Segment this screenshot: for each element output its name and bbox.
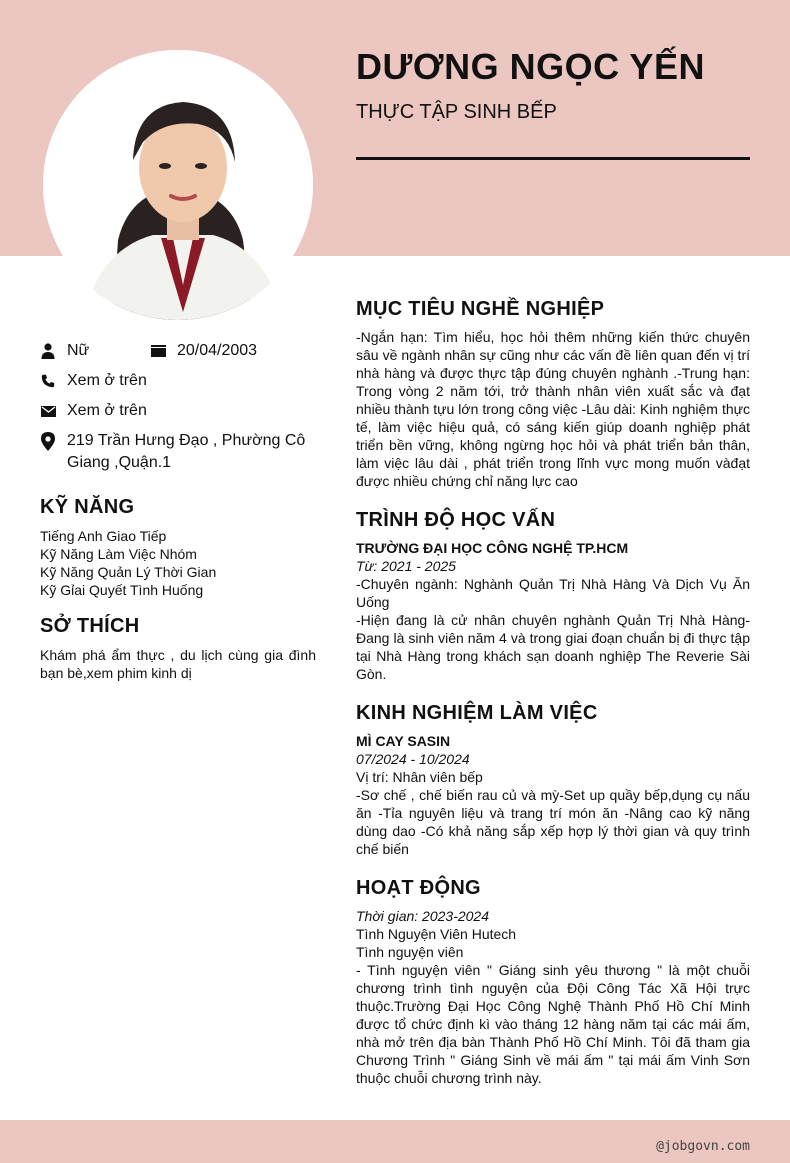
hobbies-text: Khám phá ẩm thực , du lịch cùng gia đình bạn bè,xem phim kinh dị: [40, 647, 316, 681]
footer-watermark: @jobgovn.com: [656, 1139, 750, 1154]
left-column: [40, 340, 316, 682]
info-row-email: [40, 400, 316, 422]
experience-section: [356, 702, 750, 858]
activities-role: Tình nguyện viên: [356, 944, 464, 960]
objective-section: [356, 298, 750, 490]
phone-icon: [40, 370, 56, 392]
experience-period: 07/2024 - 10/2024: [356, 751, 470, 767]
activities-section: [356, 877, 750, 1087]
skill-item: Kỹ Năng Quản Lý Thời Gian: [40, 564, 217, 580]
skills-title: KỸ NĂNG: [40, 496, 135, 518]
phone-value: Xem ở trên: [67, 372, 147, 389]
profile-photo-illustration: [43, 50, 313, 320]
objective-text: -Ngắn hạn: Tìm hiểu, học hỏi thêm những kiến thức chuyên sâu về ngành nhân sự cũng như các vấn đề liên quan đến vị trí nhà hàng và được thực tập đúng chuyên nghành .-Trung hạn: Trong vòng 2 năm tới, trở thành nhân viên xuất sắc và đạt nhiều thành tựu lớn trong công việc -Lâu dài: Kinh nghiệm thực tế, làm việc hiệu quả, có sáng kiến giúp doanh nghiệp phát triển bền vững, không ngừng học hỏi và phát triển bản thân, làm việc lâu dài , phát triển trong lĩnh vực mong muốn vàđạt được nhiều chứng chỉ năng lực cao: [356, 329, 750, 489]
candidate-role: THỰC TẬP SINH BẾP: [356, 101, 557, 123]
gender-item: [40, 340, 140, 362]
skill-item: Tiếng Anh Giao Tiếp: [40, 528, 167, 544]
info-row-address: [40, 430, 316, 474]
email-value: Xem ở trên: [67, 402, 147, 419]
info-row-gender-dob: [40, 340, 316, 362]
experience-position: Vị trí: Nhân viên bếp: [356, 769, 483, 785]
experience-company: MÌ CAY SASIN: [356, 733, 451, 749]
education-school: TRƯỜNG ĐẠI HỌC CÔNG NGHỆ TP.HCM: [356, 540, 629, 556]
gender-value: Nữ: [67, 342, 90, 359]
candidate-name: DƯƠNG NGỌC YẾN: [356, 46, 705, 87]
hobbies-title: SỞ THÍCH: [40, 615, 140, 637]
experience-title: KINH NGHIỆM LÀM VIỆC: [356, 702, 598, 724]
objective-title: MỤC TIÊU NGHỀ NGHIỆP: [356, 298, 605, 320]
address-value: 219 Trần Hưng Đạo , Phường Cô Giang ,Quận.1: [67, 432, 306, 471]
education-title: TRÌNH ĐỘ HỌC VẤN: [356, 509, 556, 531]
calendar-icon: [150, 340, 166, 362]
location-pin-icon: [40, 430, 56, 452]
activities-title: HOẠT ĐỘNG: [356, 877, 481, 899]
skill-item: Kỹ Năng Làm Việc Nhóm: [40, 546, 197, 562]
dob-value: 20/04/2003: [177, 342, 258, 359]
activities-detail: - Tình nguyện viên " Giáng sinh yêu thương " là một chuỗi chương trình tình nguyện của Đội Công Tác Xã Hội trực thuộc.Trường Đại Học Công Nghệ Thành Phố Hồ Chí Minh được tổ chức định kì vào tháng 12 hàng năm tại các mái ấm, nhà mở trên địa bàn Thành Phố Hồ Chí Minh. Tôi đã tham gia Chương Trình " Giáng Sinh về mái ấm " tại mái ấm Vinh Sơn thuộc chuỗi chương trình này.: [356, 962, 750, 1086]
skills-list: [40, 527, 316, 599]
education-detail: -Hiện đang là cử nhân chuyên nghành Quản Trị Nhà Hàng-Đang là sinh viên năm 4 và trong giai đoạn chuẩn bị đi thực tập tại Nhà Hàng trong khách sạn doanh nghiệp The Reverie Sài Gòn.: [356, 612, 750, 682]
profile-photo: [43, 50, 313, 320]
experience-detail: -Sơ chế , chế biến rau củ và mỳ-Set up quầy bếp,dụng cụ nấu ăn -Tỉa nguyên liệu và trang trí món ăn -Nâng cao kỹ năng dùng dao -Có khả năng sắp xếp hợp lý thời gian và quy trình chế biến: [356, 787, 750, 857]
activities-period: Thời gian: 2023-2024: [356, 908, 489, 924]
education-period: Từ: 2021 - 2025: [356, 558, 456, 574]
header-divider: [356, 157, 750, 160]
person-icon: [40, 340, 56, 362]
mail-icon: [40, 400, 56, 422]
education-section: [356, 509, 750, 683]
education-major: -Chuyên ngành: Nghành Quản Trị Nhà Hàng Và Dịch Vụ Ăn Uống: [356, 576, 750, 610]
activities-org: Tình Nguyện Viên Hutech: [356, 926, 517, 942]
right-column: [356, 298, 750, 1106]
info-row-phone: [40, 370, 316, 392]
skill-item: Kỹ Gỉai Quyết Tình Huống: [40, 582, 204, 598]
